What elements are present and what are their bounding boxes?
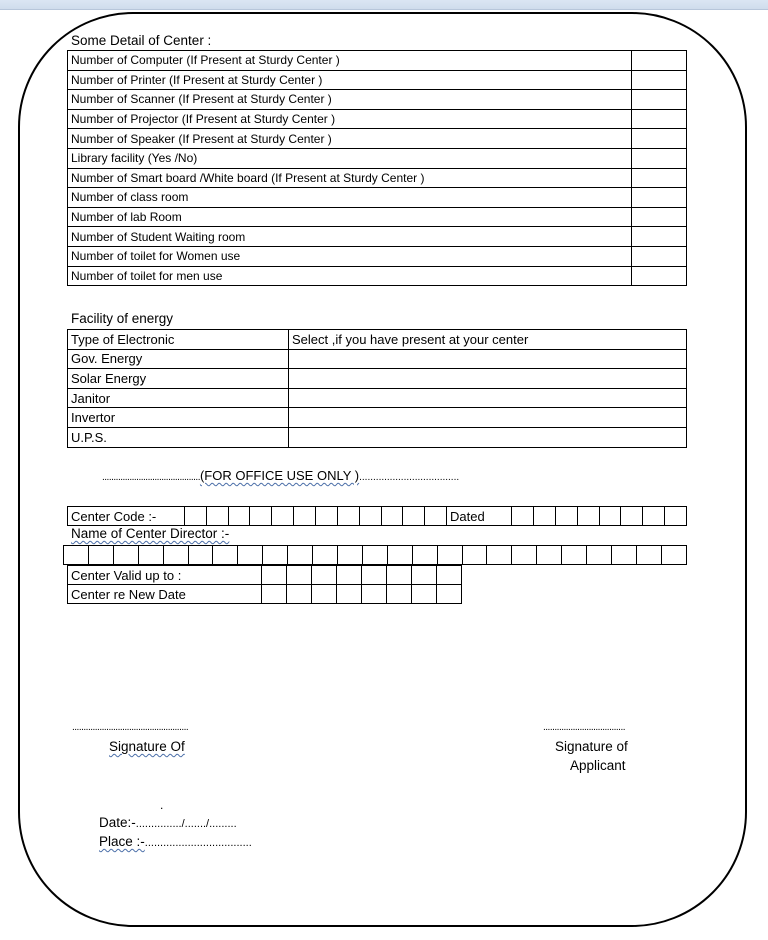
detail-row xyxy=(68,129,687,149)
director-name-box[interactable] xyxy=(313,546,338,565)
office-use-label: (FOR OFFICE USE ONLY ) xyxy=(199,468,360,483)
detail-row xyxy=(68,168,687,188)
renew-date-box[interactable] xyxy=(311,585,336,604)
signature-left-label: Signature Of xyxy=(109,739,185,754)
detail-label: Number of Scanner (If Present at Sturdy Center ) xyxy=(68,90,632,110)
detail-row xyxy=(68,188,687,208)
valid-date-box[interactable] xyxy=(361,566,386,585)
director-name-box[interactable] xyxy=(362,546,387,565)
detail-value-cell[interactable] xyxy=(632,51,687,71)
energy-type-label: Gov. Energy xyxy=(68,349,289,369)
center-code-box[interactable] xyxy=(403,507,425,526)
energy-row xyxy=(68,349,687,369)
detail-value-cell[interactable] xyxy=(632,207,687,227)
office-dots-left: ........................................... xyxy=(102,472,200,483)
detail-row xyxy=(68,70,687,90)
energy-select-cell[interactable] xyxy=(289,427,687,447)
renew-date-box[interactable] xyxy=(361,585,386,604)
director-name-box[interactable] xyxy=(288,546,313,565)
detail-value-cell[interactable] xyxy=(632,266,687,286)
detail-value-cell[interactable] xyxy=(632,246,687,266)
detail-label: Number of Student Waiting room xyxy=(68,227,632,247)
detail-row xyxy=(68,148,687,168)
director-name-box[interactable] xyxy=(611,546,636,565)
center-code-box[interactable] xyxy=(381,507,403,526)
renew-date-label: Center re New Date xyxy=(68,585,262,604)
center-code-box[interactable] xyxy=(359,507,381,526)
center-code-box[interactable] xyxy=(206,507,228,526)
center-code-box[interactable] xyxy=(294,507,316,526)
center-code-box[interactable] xyxy=(337,507,359,526)
director-name-box[interactable] xyxy=(487,546,512,565)
director-name-box[interactable] xyxy=(337,546,362,565)
dated-box[interactable] xyxy=(621,507,643,526)
office-use-heading xyxy=(102,468,459,483)
director-name-box[interactable] xyxy=(263,546,288,565)
center-code-box[interactable] xyxy=(228,507,250,526)
center-details-table xyxy=(67,50,687,286)
director-name-box[interactable] xyxy=(512,546,537,565)
detail-value-cell[interactable] xyxy=(632,188,687,208)
detail-row xyxy=(68,227,687,247)
energy-row xyxy=(68,369,687,389)
dated-box[interactable] xyxy=(555,507,577,526)
energy-row xyxy=(68,427,687,447)
director-name-box[interactable] xyxy=(587,546,612,565)
director-label: Name of Center Director :- xyxy=(71,526,230,541)
director-name-box[interactable] xyxy=(636,546,661,565)
dated-label: Dated xyxy=(447,507,512,526)
detail-value-cell[interactable] xyxy=(632,70,687,90)
energy-row xyxy=(68,408,687,428)
detail-label: Number of Smart board /White board (If Present at Sturdy Center ) xyxy=(68,168,632,188)
detail-row xyxy=(68,90,687,110)
dated-box[interactable] xyxy=(599,507,621,526)
dated-box[interactable] xyxy=(643,507,665,526)
detail-label: Number of Printer (If Present at Sturdy Center ) xyxy=(68,70,632,90)
detail-value-cell[interactable] xyxy=(632,168,687,188)
director-name-box[interactable] xyxy=(138,546,163,565)
detail-label: Number of toilet for men use xyxy=(68,266,632,286)
office-dots-right: .................................... xyxy=(359,472,460,483)
energy-header-right: Select ,if you have present at your center xyxy=(289,330,687,350)
detail-row xyxy=(68,51,687,71)
signature-right-label-1: Signature of xyxy=(555,739,628,754)
energy-type-label: Janitor xyxy=(68,388,289,408)
director-name-box[interactable] xyxy=(562,546,587,565)
detail-value-cell[interactable] xyxy=(632,148,687,168)
center-code-row xyxy=(68,507,687,526)
detail-row xyxy=(68,109,687,129)
dated-box[interactable] xyxy=(577,507,599,526)
energy-select-cell[interactable] xyxy=(289,369,687,389)
date-line: Date:-.............../......./......... xyxy=(99,815,237,830)
renew-date-box[interactable] xyxy=(261,585,286,604)
energy-header-left: Type of Electronic xyxy=(68,330,289,350)
energy-type-label: U.P.S. xyxy=(68,427,289,447)
center-code-label: Center Code :- xyxy=(68,507,185,526)
detail-row xyxy=(68,207,687,227)
detail-row xyxy=(68,246,687,266)
director-name-box[interactable] xyxy=(163,546,188,565)
director-name-table xyxy=(63,545,687,565)
detail-value-cell[interactable] xyxy=(632,227,687,247)
place-line: Place :-................................... xyxy=(99,834,252,849)
detail-label: Number of Projector (If Present at Sturdy Center ) xyxy=(68,109,632,129)
valid-date-box[interactable] xyxy=(436,566,461,585)
director-name-row xyxy=(64,546,687,565)
valid-date-box[interactable] xyxy=(386,566,411,585)
center-code-box[interactable] xyxy=(250,507,272,526)
center-code-box[interactable] xyxy=(425,507,447,526)
valid-up-to-label: Center Valid up to : xyxy=(68,566,262,585)
renew-date-box[interactable] xyxy=(286,585,311,604)
energy-header-row xyxy=(68,330,687,350)
signature-right-label-2: Applicant xyxy=(570,758,626,773)
detail-value-cell[interactable] xyxy=(632,109,687,129)
validity-table xyxy=(67,565,462,604)
detail-row xyxy=(68,266,687,286)
director-name-box[interactable] xyxy=(412,546,437,565)
energy-select-cell[interactable] xyxy=(289,408,687,428)
detail-label: Number of Computer (If Present at Sturdy Center ) xyxy=(68,51,632,71)
valid-date-box[interactable] xyxy=(411,566,436,585)
dated-box[interactable] xyxy=(534,507,556,526)
detail-label: Library facility (Yes /No) xyxy=(68,148,632,168)
energy-type-label: Invertor xyxy=(68,408,289,428)
energy-title: Facility of energy xyxy=(71,311,174,326)
director-name-box[interactable] xyxy=(113,546,138,565)
director-name-box[interactable] xyxy=(88,546,113,565)
director-name-box[interactable] xyxy=(238,546,263,565)
director-name-box[interactable] xyxy=(387,546,412,565)
director-name-box[interactable] xyxy=(213,546,238,565)
valid-date-box[interactable] xyxy=(336,566,361,585)
center-code-box[interactable] xyxy=(272,507,294,526)
renew-date-box[interactable] xyxy=(436,585,461,604)
renew-date-box[interactable] xyxy=(336,585,361,604)
renew-date-box[interactable] xyxy=(411,585,436,604)
detail-label: Number of lab Room xyxy=(68,207,632,227)
director-name-box[interactable] xyxy=(188,546,213,565)
center-details-title: Some Detail of Center : xyxy=(71,33,212,48)
center-code-box[interactable] xyxy=(315,507,337,526)
valid-date-box[interactable] xyxy=(261,566,286,585)
detail-value-cell[interactable] xyxy=(632,129,687,149)
renew-date-row xyxy=(68,585,462,604)
detail-label: Number of toilet for Women use xyxy=(68,246,632,266)
energy-table xyxy=(67,329,687,448)
valid-up-to-row xyxy=(68,566,462,585)
valid-date-box[interactable] xyxy=(286,566,311,585)
director-name-box[interactable] xyxy=(661,546,686,565)
energy-select-cell[interactable] xyxy=(289,349,687,369)
director-name-box[interactable] xyxy=(64,546,89,565)
energy-select-cell[interactable] xyxy=(289,388,687,408)
stray-dot-mark: . xyxy=(160,798,164,812)
document-top-bar xyxy=(0,0,768,10)
energy-row xyxy=(68,388,687,408)
detail-label: Number of class room xyxy=(68,188,632,208)
dated-box[interactable] xyxy=(665,507,687,526)
center-code-table xyxy=(67,506,687,526)
energy-type-label: Solar Energy xyxy=(68,369,289,389)
signature-right-line: .................................... xyxy=(543,722,626,733)
detail-value-cell[interactable] xyxy=(632,90,687,110)
dated-box[interactable] xyxy=(512,507,534,526)
detail-label: Number of Speaker (If Present at Sturdy Center ) xyxy=(68,129,632,149)
director-name-box[interactable] xyxy=(462,546,487,565)
director-name-box[interactable] xyxy=(537,546,562,565)
signature-left-line: ................................................... xyxy=(72,722,189,733)
renew-date-box[interactable] xyxy=(386,585,411,604)
valid-date-box[interactable] xyxy=(311,566,336,585)
center-code-box[interactable] xyxy=(184,507,206,526)
director-name-box[interactable] xyxy=(437,546,462,565)
